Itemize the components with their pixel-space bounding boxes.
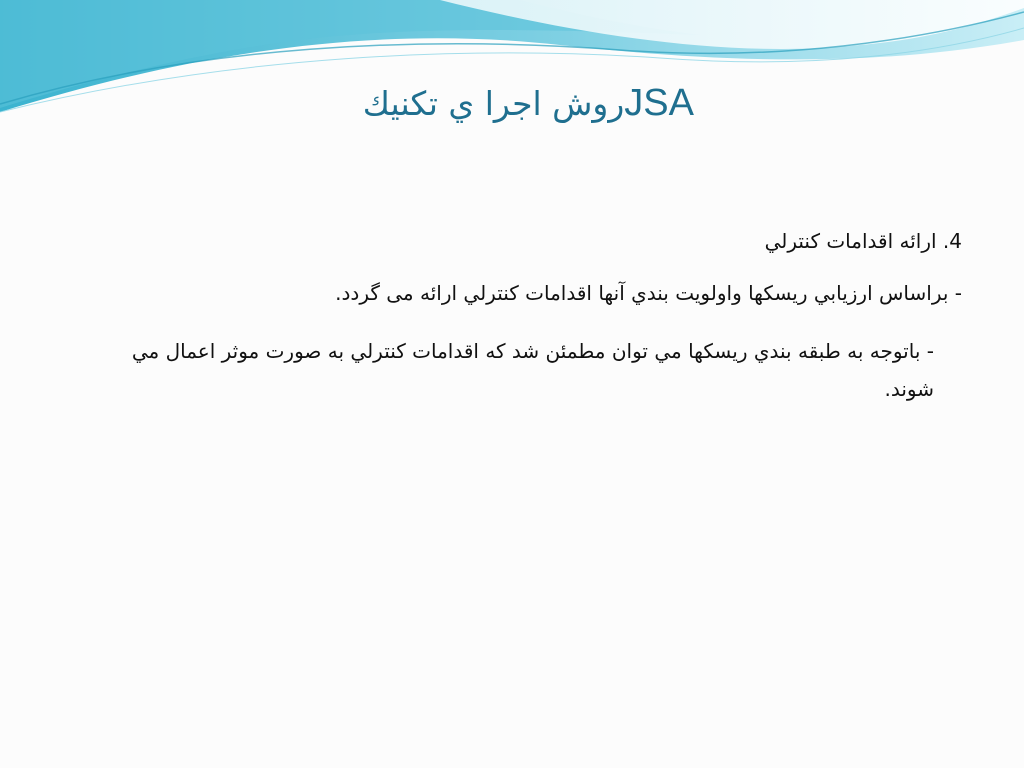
slide-content xyxy=(82,222,962,428)
content-line-bullet-1: - براساس ارزيابي ريسكها واولويت بندي آنها اقدامات كنترلي ارائه می گردد. xyxy=(335,281,962,305)
slide-title-latin: JSA xyxy=(624,82,694,124)
content-line-bullet-2: - باتوجه به طبقه بندي ريسكها مي توان مطمئن شد كه اقدامات كنترلي به صورت موثر اعمال مي شوند. xyxy=(131,339,934,401)
content-line-heading: 4. ارائه اقدامات كنترلي xyxy=(764,229,962,253)
slide-title-text: روش اجرا ي تكنيك xyxy=(362,84,625,123)
slide-title xyxy=(363,82,694,125)
